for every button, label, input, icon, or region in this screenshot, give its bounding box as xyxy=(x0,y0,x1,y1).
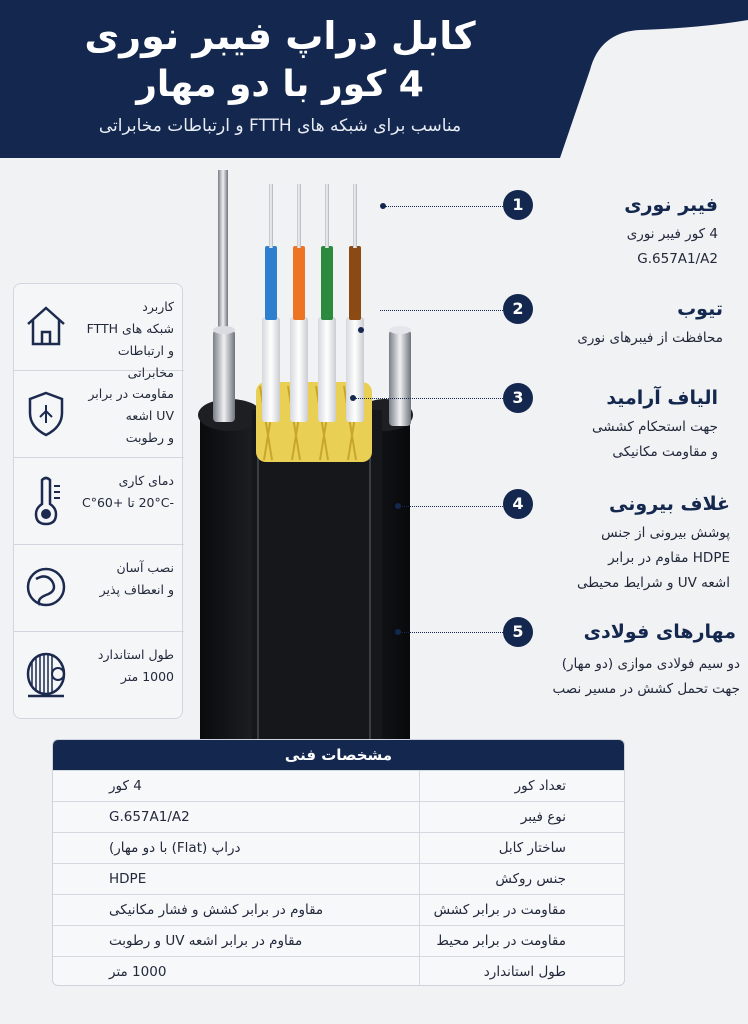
spec-label: طول استاندارد xyxy=(419,957,624,986)
fiber-orange xyxy=(293,246,305,320)
label-outer-jacket xyxy=(512,487,730,596)
label-steel-messenger xyxy=(512,615,736,649)
feature-application xyxy=(14,284,184,380)
flexible-cable-icon xyxy=(22,559,70,615)
number-badge: 2 xyxy=(503,294,533,324)
table-row xyxy=(53,863,624,894)
feature-title: مقاومت در برابر xyxy=(88,386,174,401)
spec-value xyxy=(53,771,420,802)
table-row xyxy=(53,832,624,863)
spec-table-title: مشخصات فنی xyxy=(53,740,624,770)
spec-value-text: 1000 متر xyxy=(109,964,167,980)
spec-value-text: مقاوم در برابر کشش و فشار مکانیکی xyxy=(109,902,324,918)
label-title: غلاف بیرونی xyxy=(609,493,730,515)
tube-3 xyxy=(318,317,336,422)
label-title: مهارهای فولادی xyxy=(583,621,736,643)
fiber-brown xyxy=(349,246,361,320)
spec-value-text: مقاوم در برابر اشعه UV و رطوبت xyxy=(109,933,303,949)
leader-line-2 xyxy=(380,310,521,311)
label-desc: و مقاومت مکانیکی xyxy=(612,444,718,460)
spec-value xyxy=(53,864,420,895)
spec-label: تعداد کور xyxy=(419,771,624,802)
label-desc: جهت استحکام کششی xyxy=(592,419,718,435)
leader-dot-2 xyxy=(358,327,364,333)
feature-text: -20°C تا +60°C xyxy=(81,495,174,510)
thermometer-icon xyxy=(22,472,70,528)
feature-text: شبکه های FTTH xyxy=(86,321,174,336)
fiber-green xyxy=(321,246,333,320)
spec-label: نوع فیبر xyxy=(419,802,624,833)
label-title: فیبر نوری xyxy=(624,194,718,216)
page-subtitle: مناسب برای شبکه های FTTH و ارتباطات مخابراتی xyxy=(98,116,462,136)
steel-messenger-left xyxy=(213,330,235,422)
tube-1 xyxy=(262,317,280,422)
uv-shield-icon xyxy=(22,385,70,441)
label-desc: 4 کور فیبر نوری xyxy=(626,226,718,242)
feature-temperature xyxy=(14,458,184,545)
feature-text: و رطوبت xyxy=(125,430,174,445)
page-title-line2: 4 کور با دو مهار xyxy=(136,64,424,105)
spec-label: ساختار کابل xyxy=(419,833,624,864)
feature-text: 1000 متر xyxy=(120,669,174,684)
spec-label: مقاومت در برابر محیط xyxy=(419,926,624,957)
leader-line-3 xyxy=(355,398,521,399)
feature-uv-resistance xyxy=(14,371,184,458)
label-steel-messenger-desc xyxy=(540,652,740,702)
spec-value xyxy=(53,926,420,957)
label-optical-fiber xyxy=(512,188,718,272)
label-desc: G.657A1/A2 xyxy=(637,251,718,267)
feature-title: کاربرد xyxy=(142,299,174,314)
label-desc: اشعه UV و شرایط محیطی xyxy=(576,575,730,591)
spec-value-text: 4 کور xyxy=(109,778,142,794)
feature-text: و انعطاف پذیر xyxy=(99,582,174,597)
feature-title: دمای کاری xyxy=(118,473,174,488)
label-desc: دو سیم فولادی موازی (دو مهار) xyxy=(561,656,740,672)
table-row xyxy=(53,801,624,832)
feature-title: طول استاندارد xyxy=(97,647,174,662)
spec-value-text: دراپ (Flat) با دو مهار) xyxy=(109,840,241,856)
number-badge: 1 xyxy=(503,190,533,220)
feature-installation xyxy=(14,545,184,632)
feature-text: UV اشعه xyxy=(125,408,174,423)
number-badge: 5 xyxy=(503,617,533,647)
table-row xyxy=(53,894,624,925)
spec-value xyxy=(53,833,420,864)
page-title: کابل دراپ فیبر نوری xyxy=(84,14,476,58)
table-row xyxy=(53,956,624,986)
tube-2 xyxy=(290,317,308,422)
label-desc: HDPE مقاوم در برابر xyxy=(608,550,730,566)
number-badge: 3 xyxy=(503,383,533,413)
spec-label: جنس روکش xyxy=(419,864,624,895)
steel-wire-left-inner xyxy=(218,170,228,338)
spec-value xyxy=(53,802,420,833)
spec-value xyxy=(53,895,420,926)
table-row xyxy=(53,925,624,956)
leader-line-1 xyxy=(385,206,521,207)
spec-label: مقاومت در برابر کشش xyxy=(419,895,624,926)
spec-value-text: HDPE xyxy=(109,871,147,887)
fiber-blue xyxy=(265,246,277,320)
spec-value-text: G.657A1/A2 xyxy=(109,809,190,825)
house-icon xyxy=(22,298,70,354)
label-aramid-yarn xyxy=(512,381,718,465)
feature-text: و ارتباطات مخابراتی xyxy=(117,343,174,380)
spec-table xyxy=(52,739,625,986)
label-tube xyxy=(512,292,723,351)
feature-title: نصب آسان xyxy=(116,560,174,575)
table-row xyxy=(53,770,624,801)
spec-value xyxy=(53,957,420,986)
steel-messenger-right xyxy=(389,330,411,426)
header-banner xyxy=(0,0,748,158)
number-badge: 4 xyxy=(503,489,533,519)
features-panel xyxy=(13,283,183,719)
feature-length xyxy=(14,632,184,719)
label-desc: پوشش بیرونی از جنس xyxy=(601,525,730,541)
cable-reel-icon xyxy=(22,646,70,702)
cable-illustration xyxy=(180,160,420,740)
label-desc: جهت تحمل کشش در مسیر نصب xyxy=(552,681,740,697)
label-title: تیوب xyxy=(677,298,723,320)
label-title: الیاف آرامید xyxy=(606,387,718,409)
label-desc: محافظت از فیبرهای نوری xyxy=(577,330,723,346)
